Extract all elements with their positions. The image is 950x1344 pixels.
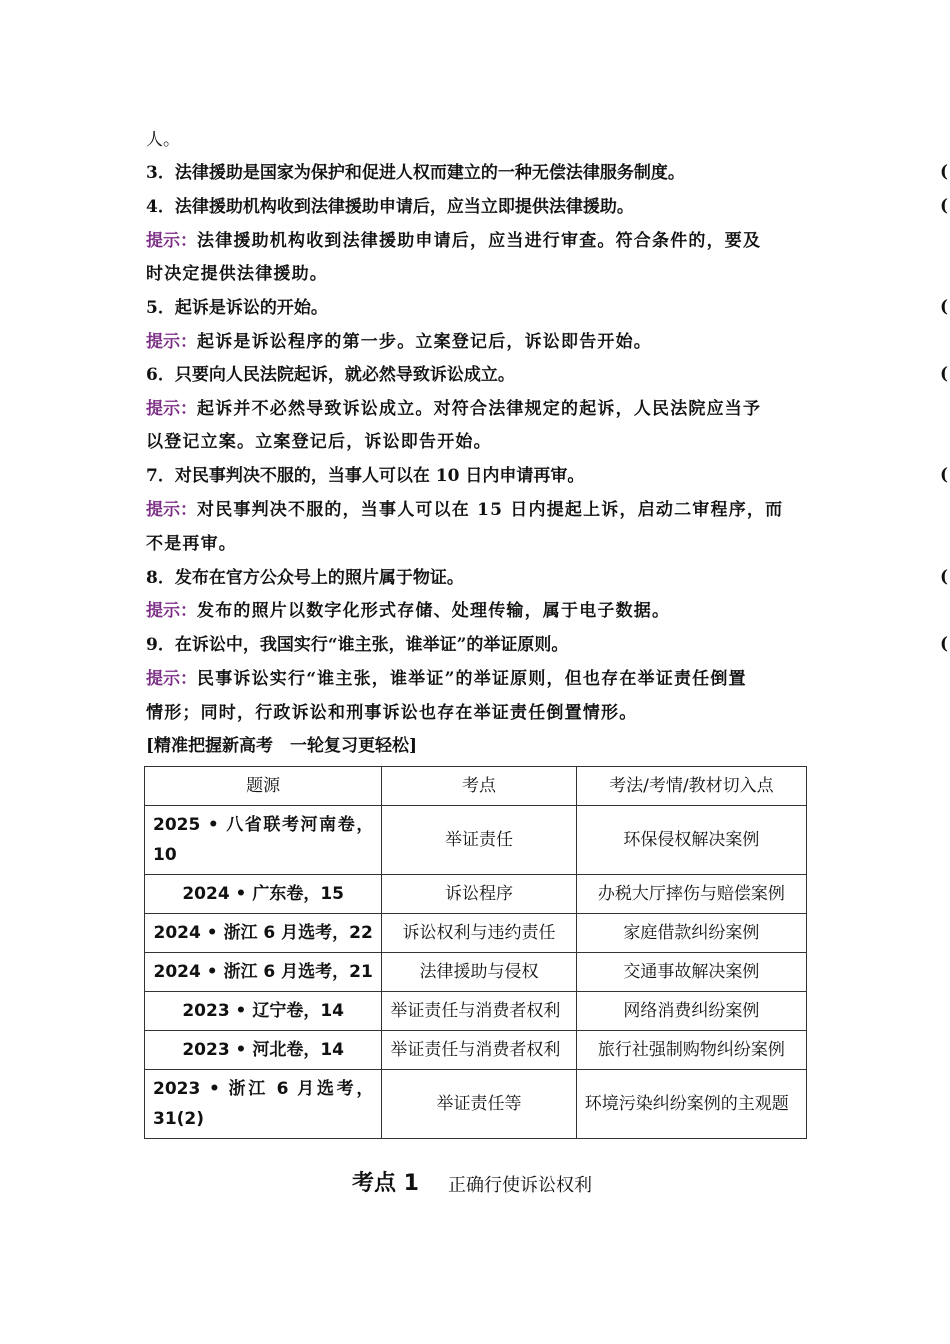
cell-point: 诉讼程序 bbox=[382, 875, 576, 914]
cell-point: 举证责任等 bbox=[382, 1070, 576, 1139]
question-4: 4．法律援助机构收到法律援助申请后，应当立即提供法律援助。 bbox=[146, 197, 634, 217]
answer-paren-3: ( bbox=[940, 162, 949, 182]
table-row bbox=[145, 914, 807, 953]
hint-8 bbox=[146, 600, 670, 622]
table-row bbox=[145, 806, 807, 875]
table-row bbox=[145, 992, 807, 1031]
table-row bbox=[145, 1031, 807, 1070]
hint-9 bbox=[146, 668, 747, 690]
cell-method: 环保侵权解决案例 bbox=[576, 806, 806, 875]
kaodian-label: 考点 1 bbox=[352, 1171, 419, 1196]
hint-6 bbox=[146, 398, 761, 420]
col-header-method: 考法/考情/教材切入点 bbox=[576, 767, 806, 806]
answer-paren-5: ( bbox=[940, 297, 949, 317]
cell-source: 2025 • 八省联考河南卷，10 bbox=[145, 806, 382, 875]
answer-paren-4: ( bbox=[940, 196, 949, 216]
cell-method: 家庭借款纠纷案例 bbox=[576, 914, 806, 953]
table-row bbox=[145, 875, 807, 914]
hint-5 bbox=[146, 331, 652, 353]
cell-point: 法律援助与侵权 bbox=[382, 953, 576, 992]
cell-method: 办税大厅摔伤与赔偿案例 bbox=[576, 875, 806, 914]
question-6: 6．只要向人民法院起诉，就必然导致诉讼成立。 bbox=[146, 365, 515, 385]
cell-point: 举证责任与消费者权利 bbox=[382, 1031, 576, 1070]
hint-7 bbox=[146, 499, 783, 521]
hint-label: 提示： bbox=[146, 231, 197, 251]
exam-source-table bbox=[144, 766, 807, 1139]
answer-paren-6: ( bbox=[940, 364, 949, 384]
hint-label: 提示： bbox=[146, 500, 197, 520]
hint-text: 对民事判决不服的，当事人可以在 15 日内提起上诉，启动二审程序，而 bbox=[197, 500, 784, 520]
col-header-point: 考点 bbox=[382, 767, 576, 806]
question-8: 8．发布在官方公众号上的照片属于物证。 bbox=[146, 568, 464, 588]
text-continuation: 人。 bbox=[146, 130, 180, 150]
table-row bbox=[145, 953, 807, 992]
hint-label: 提示： bbox=[146, 332, 197, 352]
cell-method: 环境污染纠纷案例的主观题 bbox=[576, 1070, 806, 1139]
table-header-row bbox=[145, 767, 807, 806]
cell-method: 网络消费纠纷案例 bbox=[576, 992, 806, 1031]
question-9: 9．在诉讼中，我国实行“谁主张，谁举证”的举证原则。 bbox=[146, 635, 569, 655]
cell-point: 举证责任与消费者权利 bbox=[382, 992, 576, 1031]
table-row bbox=[145, 1070, 807, 1139]
answer-paren-8: ( bbox=[940, 567, 949, 587]
col-header-source: 题源 bbox=[145, 767, 382, 806]
question-5: 5．起诉是诉讼的开始。 bbox=[146, 298, 328, 318]
cell-source: 2024 • 广东卷，15 bbox=[145, 875, 382, 914]
hint-text: 发布的照片以数字化形式存储、处理传输，属于电子数据。 bbox=[197, 601, 671, 621]
cell-point: 诉讼权利与违约责任 bbox=[382, 914, 576, 953]
answer-paren-9: ( bbox=[940, 634, 949, 654]
kaodian-title: 正确行使诉讼权利 bbox=[448, 1175, 592, 1196]
section-heading: [精准把握新高考 一轮复习更轻松] bbox=[146, 736, 418, 756]
question-3: 3．法律援助是国家为保护和促进人权而建立的一种无偿法律服务制度。 bbox=[146, 163, 685, 183]
cell-method: 交通事故解决案例 bbox=[576, 953, 806, 992]
hint-6-cont: 以登记立案。立案登记后，诉讼即告开始。 bbox=[146, 432, 492, 452]
hint-9-cont: 情形；同时，行政诉讼和刑事诉讼也存在举证责任倒置情形。 bbox=[146, 703, 638, 723]
cell-source: 2023 • 河北卷，14 bbox=[145, 1031, 382, 1070]
cell-source: 2024 • 浙江 6 月选考，22 bbox=[145, 914, 382, 953]
cell-source: 2024 • 浙江 6 月选考，21 bbox=[145, 953, 382, 992]
cell-source: 2023 • 辽宁卷，14 bbox=[145, 992, 382, 1031]
hint-7-cont: 不是再审。 bbox=[146, 534, 237, 554]
hint-4 bbox=[146, 230, 761, 252]
hint-label: 提示： bbox=[146, 669, 197, 689]
hint-label: 提示： bbox=[146, 601, 197, 621]
cell-point: 举证责任 bbox=[382, 806, 576, 875]
hint-text: 民事诉讼实行“谁主张，谁举证”的举证原则，但也存在举证责任倒置 bbox=[197, 669, 747, 689]
cell-method: 旅行社强制购物纠纷案例 bbox=[576, 1031, 806, 1070]
hint-4-cont: 时决定提供法律援助。 bbox=[146, 264, 328, 284]
answer-paren-7: ( bbox=[940, 465, 949, 485]
hint-text: 起诉是诉讼程序的第一步。立案登记后，诉讼即告开始。 bbox=[197, 332, 652, 352]
hint-label: 提示： bbox=[146, 399, 197, 419]
cell-source: 2023 • 浙江 6 月选考，31(2) bbox=[145, 1070, 382, 1139]
hint-text: 起诉并不必然导致诉讼成立。对符合法律规定的起诉，人民法院应当予 bbox=[197, 399, 762, 419]
question-7: 7．对民事判决不服的，当事人可以在 10 日内申请再审。 bbox=[146, 466, 585, 486]
hint-text: 法律援助机构收到法律援助申请后，应当进行审查。符合条件的，要及 bbox=[197, 231, 762, 251]
